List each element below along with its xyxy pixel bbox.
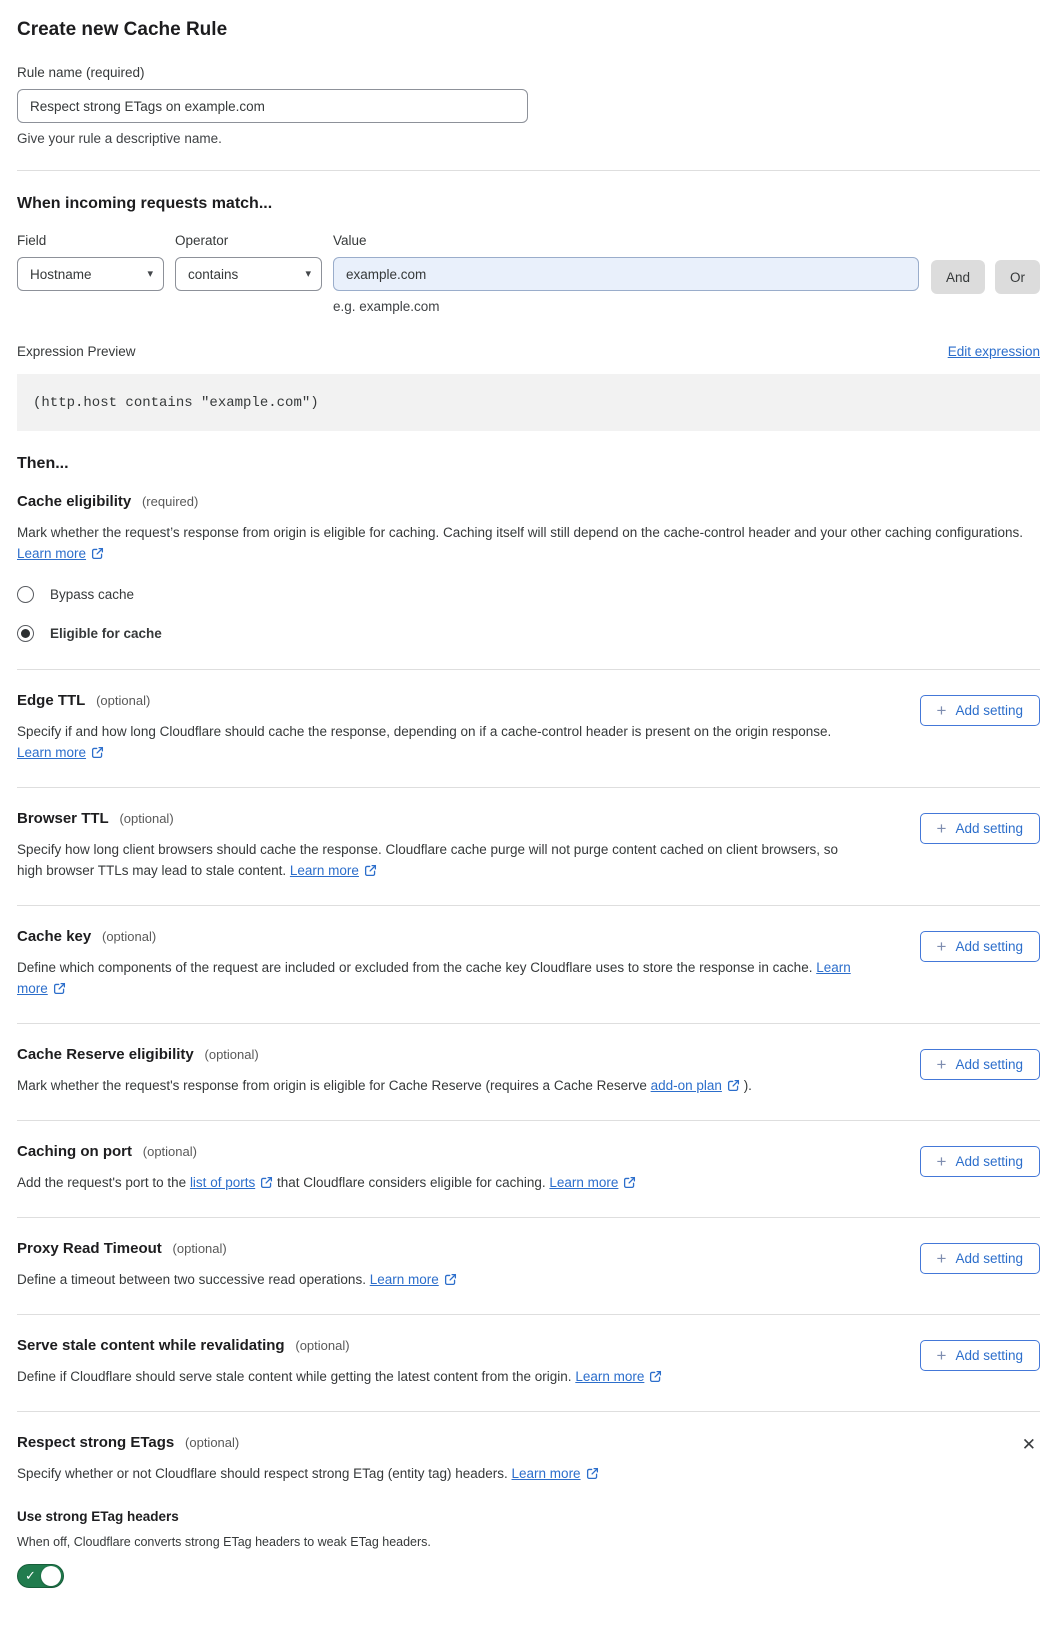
external-link-icon bbox=[623, 1175, 636, 1190]
setting-optional-tag: (optional) bbox=[142, 1144, 197, 1159]
add-setting-button[interactable]: + Add setting bbox=[920, 813, 1040, 844]
add-setting-button[interactable]: + Add setting bbox=[920, 1146, 1040, 1177]
settings-list bbox=[17, 669, 1040, 1411]
or-button[interactable]: Or bbox=[995, 260, 1040, 294]
learn-more-link[interactable]: Learn more bbox=[17, 960, 851, 996]
setting-desc: Define which components of the request are included or excluded from the cache key Cloudflare uses to store the response in cache. Learn more bbox=[17, 960, 851, 996]
cache-eligibility-desc: Mark whether the request’s response from origin is eligible for caching. Caching itself will still depend on the cache-control header and your other caching configurations. Learn more bbox=[17, 525, 1024, 561]
learn-more-link[interactable]: Learn more bbox=[17, 546, 87, 561]
setting-desc: Specify how long client browsers should cache the response. Cloudflare cache purge will not purge content cached on client browsers, so high browser TTLs may lead to stale content. Learn more bbox=[17, 842, 838, 878]
setting-title: Proxy Read Timeout bbox=[17, 1240, 162, 1257]
external-link-icon bbox=[91, 546, 104, 561]
setting-title: Serve stale content while revalidating bbox=[17, 1337, 285, 1354]
learn-more-link[interactable]: Learn more bbox=[289, 863, 359, 878]
setting-title: Caching on port bbox=[17, 1143, 132, 1160]
plus-icon: + bbox=[936, 937, 947, 956]
learn-more-link[interactable]: Learn more bbox=[575, 1369, 645, 1384]
edit-expression-link[interactable]: Edit expression bbox=[947, 344, 1040, 359]
external-link-icon bbox=[649, 1369, 662, 1384]
use-strong-etag-headers-label: Use strong ETag headers bbox=[17, 1509, 179, 1524]
operator-select-value: contains bbox=[188, 266, 239, 282]
then-heading: Then... bbox=[17, 455, 69, 472]
etags-title: Respect strong ETags bbox=[17, 1434, 175, 1451]
plus-icon: + bbox=[936, 1055, 947, 1074]
rule-name-helper: Give your rule a descriptive name. bbox=[17, 131, 222, 146]
chevron-down-icon: ▾ bbox=[305, 267, 311, 280]
plus-icon: + bbox=[936, 1152, 947, 1171]
list-of-ports-link[interactable]: list of ports bbox=[189, 1175, 256, 1190]
add-setting-button[interactable]: + Add setting bbox=[920, 1049, 1040, 1080]
plus-icon: + bbox=[936, 819, 947, 838]
external-link-icon bbox=[53, 981, 66, 996]
external-link-icon bbox=[586, 1466, 599, 1481]
rule-name-group bbox=[17, 65, 1040, 146]
toggle-knob bbox=[41, 1566, 61, 1586]
add-on-plan-link[interactable]: add-on plan bbox=[650, 1078, 722, 1093]
cache-eligibility-title-row bbox=[17, 493, 1040, 510]
external-link-icon bbox=[260, 1175, 273, 1190]
external-link-icon bbox=[364, 863, 377, 878]
setting-title: Edge TTL bbox=[17, 692, 86, 709]
setting-optional-tag: (optional) bbox=[172, 1241, 227, 1256]
match-condition-row bbox=[17, 233, 1040, 314]
value-label: Value bbox=[333, 233, 367, 248]
expression-code: (http.host contains "example.com") bbox=[33, 395, 319, 411]
plus-icon: + bbox=[936, 1249, 947, 1268]
strong-etag-toggle[interactable] bbox=[17, 1564, 64, 1588]
radio-label: Bypass cache bbox=[50, 587, 135, 602]
radio-selected-icon[interactable] bbox=[17, 625, 34, 642]
field-column bbox=[17, 233, 164, 291]
rule-name-label: Rule name (required) bbox=[17, 65, 145, 80]
match-heading: When incoming requests match... bbox=[17, 195, 273, 212]
expression-preview-header bbox=[17, 344, 1040, 359]
setting-section-cache-reserve-eligibility bbox=[17, 1023, 1040, 1120]
expression-preview-label: Expression Preview bbox=[17, 344, 136, 359]
operator-select[interactable] bbox=[175, 257, 322, 291]
setting-optional-tag: (optional) bbox=[96, 693, 151, 708]
setting-section-browser-ttl bbox=[17, 787, 1040, 905]
setting-desc: Mark whether the request's response from origin is eligible for Cache Reserve (requires a Cache Reserve add-on plan ). bbox=[17, 1078, 752, 1093]
external-link-icon bbox=[444, 1272, 457, 1287]
add-setting-button[interactable]: + Add setting bbox=[920, 695, 1040, 726]
radio-unselected-icon[interactable] bbox=[17, 586, 34, 603]
close-icon[interactable]: ✕ bbox=[1018, 1436, 1040, 1453]
cache-eligibility-title: Cache eligibility bbox=[17, 493, 132, 510]
setting-optional-tag: (optional) bbox=[101, 929, 157, 944]
cache-eligibility-section bbox=[17, 493, 1040, 642]
add-setting-button[interactable]: + Add setting bbox=[920, 931, 1040, 962]
plus-icon: + bbox=[936, 701, 947, 720]
value-input[interactable] bbox=[333, 257, 919, 291]
setting-section-edge-ttl bbox=[17, 669, 1040, 787]
setting-desc: Define if Cloudflare should serve stale content while getting the latest content from the origin. Learn more bbox=[17, 1366, 862, 1387]
check-icon: ✓ bbox=[25, 1568, 36, 1583]
setting-optional-tag: (optional) bbox=[295, 1338, 350, 1353]
add-setting-button[interactable]: + Add setting bbox=[920, 1340, 1040, 1371]
field-select[interactable] bbox=[17, 257, 164, 291]
respect-strong-etags-section bbox=[17, 1411, 1040, 1612]
value-column bbox=[333, 233, 919, 314]
setting-title: Cache key bbox=[17, 928, 92, 945]
operator-label: Operator bbox=[175, 233, 229, 248]
setting-desc: Add the request's port to the list of ports that Cloudflare considers eligible for caching. Learn more bbox=[17, 1172, 862, 1193]
field-select-value: Hostname bbox=[30, 266, 92, 282]
divider bbox=[17, 170, 1040, 171]
setting-optional-tag: (optional) bbox=[119, 811, 174, 826]
radio-option-bypass-cache[interactable] bbox=[17, 586, 1040, 603]
learn-more-link[interactable]: Learn more bbox=[511, 1466, 581, 1481]
learn-more-link[interactable]: Learn more bbox=[17, 745, 87, 760]
etags-desc: Specify whether or not Cloudflare should respect strong ETag (entity tag) headers. Learn more bbox=[17, 1463, 862, 1484]
setting-title: Cache Reserve eligibility bbox=[17, 1046, 194, 1063]
rule-name-input[interactable] bbox=[17, 89, 528, 123]
add-setting-button[interactable]: + Add setting bbox=[920, 1243, 1040, 1274]
field-label: Field bbox=[17, 233, 47, 248]
and-button[interactable]: And bbox=[931, 260, 985, 294]
learn-more-link[interactable]: Learn more bbox=[549, 1175, 619, 1190]
radio-option-eligible-for-cache[interactable] bbox=[17, 625, 1040, 642]
and-or-buttons bbox=[931, 260, 1040, 294]
cache-eligibility-options bbox=[17, 586, 1040, 642]
external-link-icon bbox=[91, 745, 104, 760]
expression-code-block bbox=[17, 374, 1040, 431]
etags-toggle-helper: When off, Cloudflare converts strong ETag headers to weak ETag headers. bbox=[17, 1535, 431, 1549]
setting-optional-tag: (optional) bbox=[204, 1047, 259, 1062]
operator-column bbox=[175, 233, 322, 291]
learn-more-link[interactable]: Learn more bbox=[369, 1272, 439, 1287]
external-link-icon bbox=[727, 1078, 740, 1093]
setting-section-caching-on-port bbox=[17, 1120, 1040, 1217]
plus-icon: + bbox=[936, 1346, 947, 1365]
setting-title: Browser TTL bbox=[17, 810, 109, 827]
setting-section-cache-key bbox=[17, 905, 1040, 1023]
page-title: Create new Cache Rule bbox=[17, 19, 228, 40]
setting-desc: Define a timeout between two successive read operations. Learn more bbox=[17, 1269, 862, 1290]
chevron-down-icon: ▾ bbox=[147, 267, 153, 280]
etags-optional-tag: (optional) bbox=[185, 1435, 240, 1450]
radio-label: Eligible for cache bbox=[50, 626, 162, 641]
setting-section-proxy-read-timeout bbox=[17, 1217, 1040, 1314]
setting-section-serve-stale-content-while-revalidating bbox=[17, 1314, 1040, 1411]
value-helper: e.g. example.com bbox=[333, 299, 440, 314]
create-cache-rule-page bbox=[0, 19, 1053, 1637]
setting-desc: Specify if and how long Cloudflare should cache the response, depending on if a cache-control header is present on the origin response. Learn more bbox=[17, 724, 832, 760]
cache-eligibility-required-tag: (required) bbox=[141, 494, 199, 509]
